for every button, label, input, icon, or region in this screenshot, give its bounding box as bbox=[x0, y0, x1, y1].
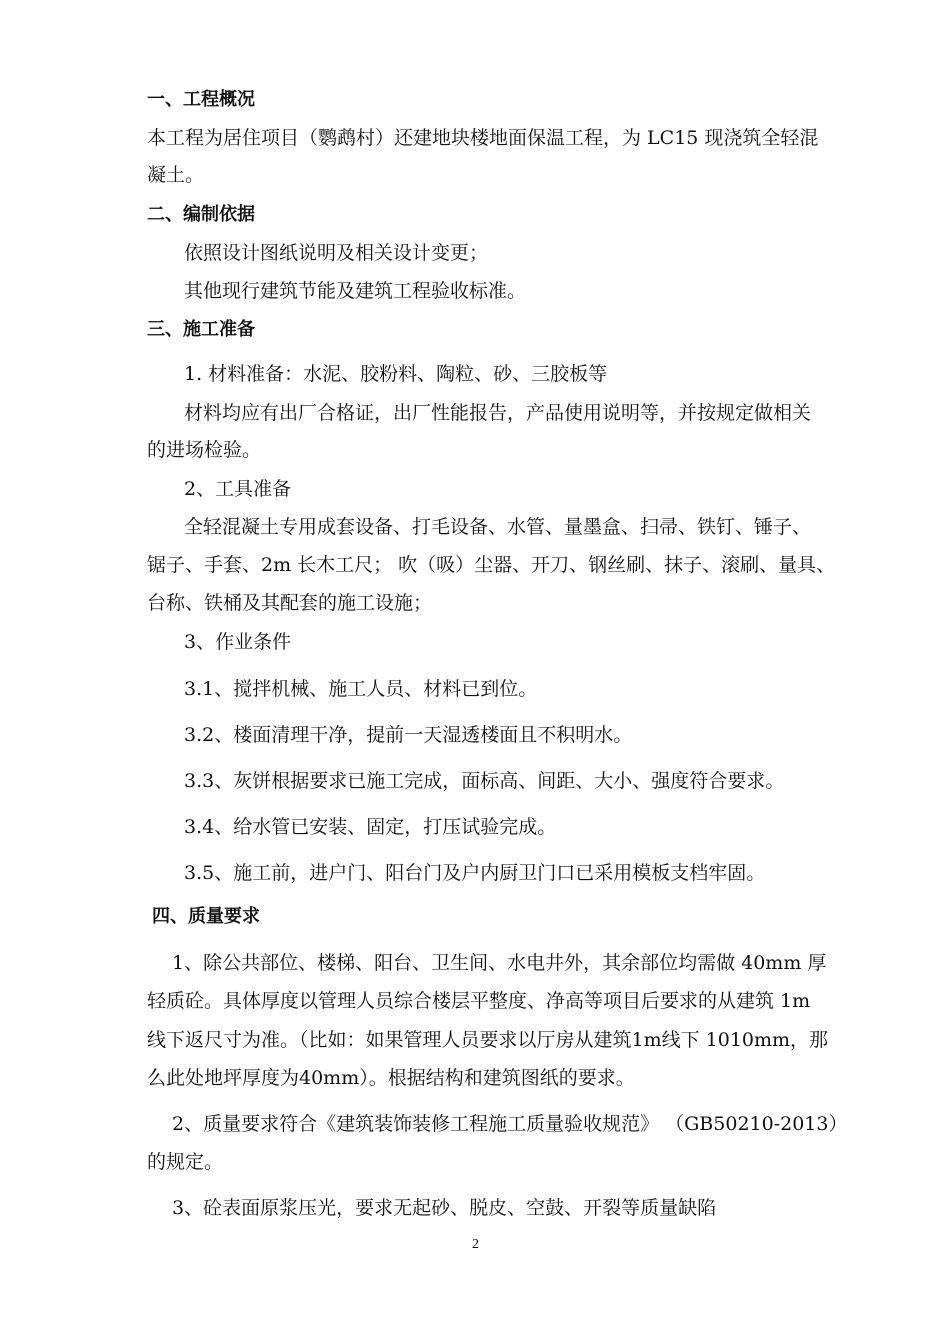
paragraph-line: 其他现行建筑节能及建筑工程验收标准。 bbox=[184, 280, 527, 302]
section-heading-4: 四、质量要求 bbox=[152, 906, 260, 927]
paragraph-line: 3.5、施工前，进户门、阳台门及户内厨卫门口已采用模板支档牢固。 bbox=[184, 862, 766, 884]
paragraph-line: 3.1、搅拌机械、施工人员、材料已到位。 bbox=[184, 678, 538, 700]
paragraph-line: 2、工具准备 bbox=[184, 478, 292, 500]
paragraph-line: 3、砼表面原浆压光，要求无起砂、脱皮、空鼓、开裂等质量缺陷 bbox=[172, 1197, 717, 1219]
section-heading-3: 三、施工准备 bbox=[147, 319, 255, 340]
paragraph-line: 3.2、楼面清理干净，提前一天湿透楼面且不积明水。 bbox=[184, 724, 633, 746]
paragraph-line: 凝土。 bbox=[147, 164, 205, 186]
paragraph-line: 依照设计图纸说明及相关设计变更； bbox=[184, 242, 489, 264]
paragraph-line: 全轻混凝土专用成套设备、打毛设备、水管、量墨盒、扫帚、铁钉、锤子、 bbox=[184, 516, 812, 538]
paragraph-line: 么此处地坪厚度为40mm）。根据结构和建筑图纸的要求。 bbox=[147, 1067, 635, 1089]
paragraph-line: 3.3、灰饼根据要求已施工完成，面标高、间距、大小、强度符合要求。 bbox=[184, 770, 785, 792]
paragraph-line: 锯子、手套、2m 长木工尺； 吹（吸）尘器、开刀、钢丝刷、抹子、滚刷、量具、 bbox=[147, 554, 836, 576]
paragraph-line: 的进场检验。 bbox=[147, 439, 262, 461]
paragraph-line: 2、质量要求符合《建筑装饰装修工程施工质量验收规范》 （GB50210-2013） bbox=[172, 1113, 848, 1135]
paragraph-line: 本工程为居住项目（鹦鹉村）还建地块楼地面保温工程，为 LC15 现浇筑全轻混 bbox=[147, 127, 819, 149]
paragraph-line: 的规定。 bbox=[147, 1151, 224, 1173]
paragraph-line: 3、作业条件 bbox=[184, 631, 292, 653]
paragraph-line: 1、除公共部位、楼梯、阳台、卫生间、水电井外，其余部位均需做 40mm 厚 bbox=[172, 952, 827, 974]
paragraph-line: 线下返尺寸为准。（比如：如果管理人员要求以厅房从建筑1m线下 1010mm，那 bbox=[147, 1029, 829, 1051]
section-heading-2: 二、编制依据 bbox=[147, 204, 255, 225]
paragraph-line: 台称、铁桶及其配套的施工设施； bbox=[147, 592, 433, 614]
section-heading-1: 一、工程概况 bbox=[147, 89, 255, 110]
paragraph-line: 1. 材料准备：水泥、胶粉料、陶粒、砂、三胶板等 bbox=[184, 363, 608, 385]
page-number: 2 bbox=[472, 1237, 479, 1252]
paragraph-line: 3.4、给水管已安装、固定，打压试验完成。 bbox=[184, 816, 557, 838]
paragraph-line: 材料均应有出厂合格证，出厂性能报告，产品使用说明等，并按规定做相关 bbox=[184, 402, 812, 424]
paragraph-line: 轻质砼。具体厚度以管理人员综合楼层平整度、净高等项目后要求的从建筑 1m bbox=[147, 990, 811, 1012]
